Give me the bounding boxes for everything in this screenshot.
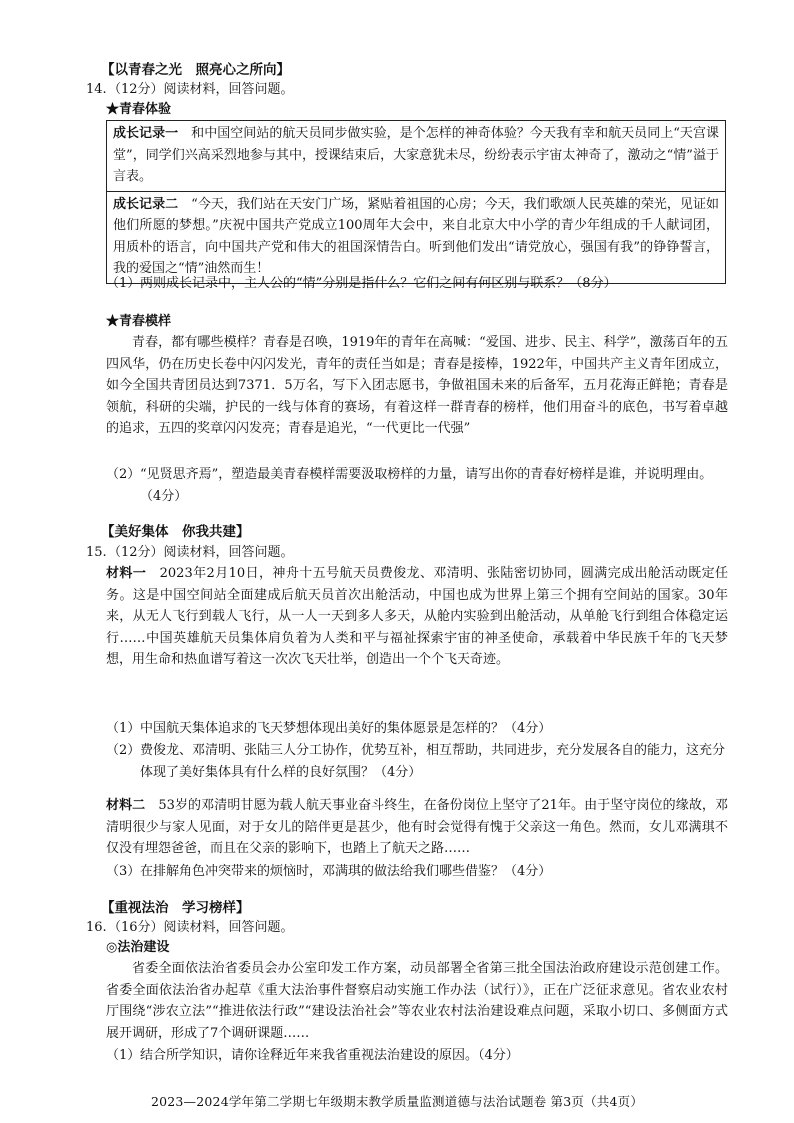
question-instruction: （12分）阅读材料，回答问题。 xyxy=(108,545,294,560)
question-15-1 xyxy=(106,718,726,740)
material-text: 53岁的邓清明甘愿为载人航天事业奋斗终生，在备份岗位上坚守了21年。由于坚守岗位的缘故，邓清明很少与家人见面，对于女儿的陪伴更是甚少，他有时会觉得有愧于父亲这一角色。然而，女儿邓满琪不仅没有埋怨爸爸，而且在父亲的影响下，也踏上了航天之路…… xyxy=(106,798,728,856)
material-text: 2023年2月10日，神舟十五号航天员费俊龙、邓清明、张陆密切协同，圆满完成出舱活动既定任务。这是中国空间站全面建成后航天员首次出舱活动，中国也成为世界上第三个拥有空间站的国家。30年来，从无人飞行到载人飞行，从一人一天到多人多天，从舱内实验到出舱活动，从单舱飞行到组合体稳定运行……中国英雄航天员集体肩负着为人类和平与福祉探索宇宙的神圣使命，承载着中华民族千年的飞天梦想，用生命和热血谱写着这一次次飞天壮举，创造出一个个飞天奇迹。 xyxy=(106,566,728,667)
question-14-header xyxy=(86,79,726,101)
sub-question-text: 在排解角色冲突带来的烦恼时，邓满琪的做法给我们哪些借鉴？（4分） xyxy=(140,864,552,879)
subheading-rule-of-law: ◎法治建设 xyxy=(106,940,170,955)
sub-question-text: 费俊龙、邓清明、张陆三人分工协作，优势互补，相互帮助，共同进步，充分发展各自的能力，这充分体现了美好集体具有什么样的良好氛围？（4分） xyxy=(140,743,726,780)
material-label: 材料一 xyxy=(106,566,147,581)
record-text: 和中国空间站的航天员同步做实验，是个怎样的神奇体验？今天我有幸和航天员同上“天宫课堂”，同学们兴高采烈地参与其中，授课结束后，大家意犹未尽，纷纷表示宇宙太神奇了，激动之“情”溢于言表。 xyxy=(113,126,719,184)
growth-records-box xyxy=(106,120,726,284)
section-title-collective: 【美好集体 你我共建】 xyxy=(101,524,250,540)
question-number: 14. xyxy=(86,82,107,97)
sub-question-text: 中国航天集体追求的飞天梦想体现出美好的集体愿景是怎样的？（4分） xyxy=(140,721,552,736)
record-label: 成长记录一 xyxy=(113,126,179,141)
record-text: “今天，我们站在天安门广场，紧贴着祖国的心房；今天，我们歌颂人民英雄的荣光，见证如他们所愿的梦想。”庆祝中国共产党成立100周年大会中，来自北京大中小学的青少年组成的千人献词团，用质朴的语言，向中国共产党和伟大的祖国深情告白。听到他们发出“请党放心，强国有我”的铮铮誓言，我的爱国之“情”油然而生！ xyxy=(113,196,719,276)
question-instruction: （12分）阅读材料，回答问题。 xyxy=(108,82,294,97)
question-14-2 xyxy=(106,464,726,507)
sub-question-text: 结合所学知识，请你诠释近年来我省重视法治建设的原因。（4分） xyxy=(140,1048,519,1063)
question-15-2 xyxy=(106,740,726,783)
question-16-header xyxy=(86,917,726,939)
section-title-youth: 【以青春之光 照亮心之所向】 xyxy=(101,62,290,78)
sub-question-text: “见贤思齐焉”，塑造最美青春模样需要汲取榜样的力量，请写出你的青春好榜样是谁，并说明理由。（4分） xyxy=(140,467,713,504)
subheading-youth-model: ★青春模样 xyxy=(106,314,172,329)
question-15-3 xyxy=(106,861,726,883)
sub-question-number: （1） xyxy=(106,721,141,736)
sub-question-number: （2） xyxy=(106,467,141,482)
material-2-passage xyxy=(106,795,728,860)
growth-record-2 xyxy=(107,191,725,283)
question-15-header xyxy=(86,542,726,564)
rule-of-law-passage: 省委全面依法治省委员会办公室印发工作方案，动员部署全省第三批全国法治政府建设示范创建工作。省委全面依法治省办起草《重大法治事件督察启动实施工作办法（试行）》，正在广泛征求意见。省农业农村厅围绕“涉农立法”“推进依法行政”“建设法治社会”等农业农村法治建设难点问题，采取小切口、多侧面方式展开调研，形成了7个调研课题…… xyxy=(106,961,728,1041)
question-14-1 xyxy=(106,273,726,295)
sub-question-number: （1） xyxy=(106,1048,141,1063)
sub-question-number: （1） xyxy=(106,276,141,291)
sub-question-text: 两则成长记录中，主人公的“情”分别是指什么？它们之间有何区别与联系？（8分） xyxy=(140,276,617,291)
sub-question-number: （3） xyxy=(106,864,141,879)
record-label: 成长记录二 xyxy=(113,196,179,212)
subheading-youth-experience: ★青春体验 xyxy=(106,102,172,117)
section-title-rule-of-law: 【重视法治 学习榜样】 xyxy=(101,900,250,916)
material-label: 材料二 xyxy=(106,798,146,813)
youth-model-passage: 青春，都有哪些模样？青春是召唤，1919年的青年在高喊：“爱国、进步、民主、科学”，激荡百年的五四风华，仍在历史长卷中闪闪发光，青年的责任当如是；青春是接棒，1922年，中国共产主义青年团成立，如今全国共青团员达到7371．5万名，写下入团志愿书，争做祖国未来的后备军，五月花海正鲜艳；青春是领航，科研的尖端，护民的一线与体育的赛场，有着这样一群青春的榜样，他们用奋斗的底色，书写着卓越的追求，五四的奖章闪闪发亮；青春是追光，“一代更比一代强” xyxy=(106,335,728,436)
page-footer: 2023—2024学年第二学期七年级期末教学质量监测道德与法治试题卷 第3页（共4页） xyxy=(150,1094,644,1109)
growth-record-1 xyxy=(107,121,725,191)
question-instruction: （16分）阅读材料，回答问题。 xyxy=(108,920,294,935)
question-number: 15. xyxy=(86,545,107,560)
question-number: 16. xyxy=(86,920,107,935)
sub-question-number: （2） xyxy=(106,743,141,758)
question-16-1 xyxy=(106,1045,726,1067)
material-1-passage xyxy=(106,563,728,671)
